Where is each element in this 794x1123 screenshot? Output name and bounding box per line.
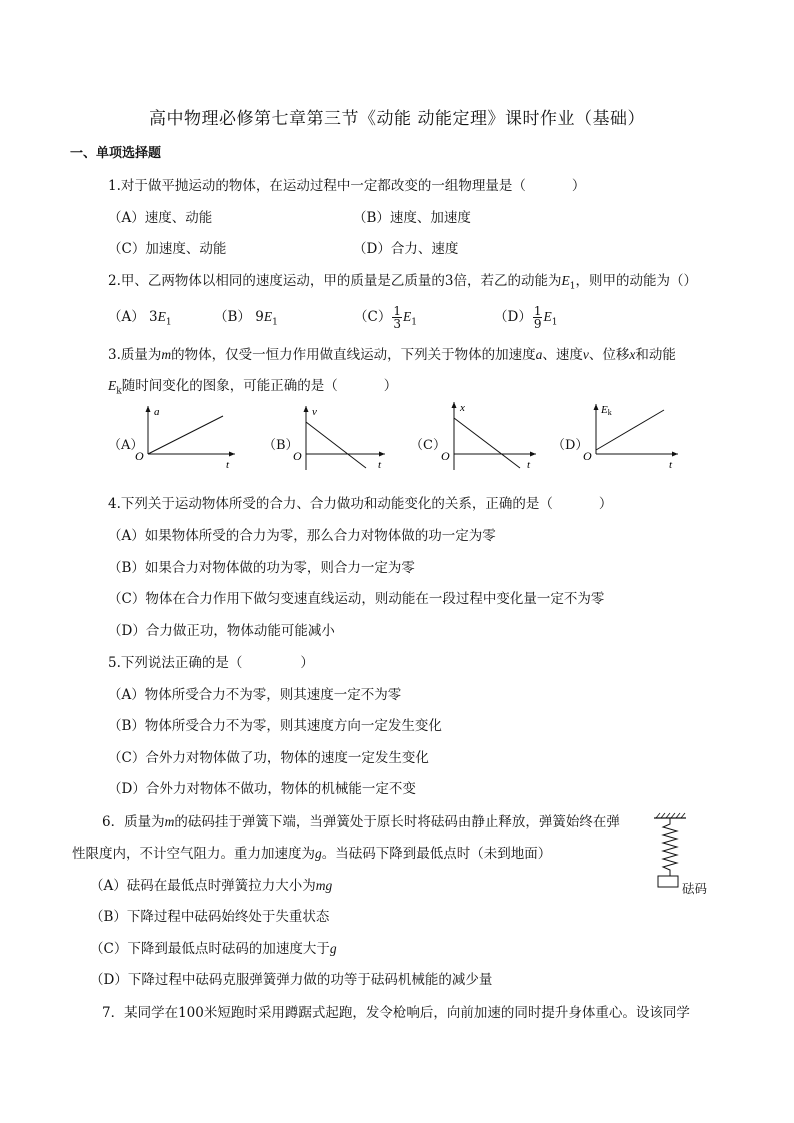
question-4-option-b: （B）如果合力对物体做的功为零，则合力一定为零 <box>108 560 415 576</box>
question-5-option-c: （C）合外力对物体做了功，物体的速度一定发生变化 <box>108 750 429 766</box>
graph-a-label: （A） <box>108 438 144 453</box>
question-4-option-c: （C）物体在合力作用下做匀变速直线运动，则动能在一段过程中变化量一定不为零 <box>108 591 605 607</box>
graph-a-origin: O <box>135 449 144 463</box>
graph-c-line <box>454 418 520 468</box>
graph-a-xaxis-label: t <box>226 459 230 471</box>
graph-d <box>578 400 682 474</box>
graph-c-origin: O <box>441 449 450 463</box>
graph-a-line <box>148 416 223 454</box>
question-2-option-c: （C） $\frac{1}{3}$ $E_1$ <box>354 304 417 331</box>
question-2-option-a: （A） $3E_1$ <box>108 309 172 328</box>
question-1-option-c: （C）加速度、动能 <box>108 241 227 257</box>
question-4-option-d: （D）合力做正功，物体动能可能减小 <box>108 623 335 639</box>
question-2-option-d: （D） $\frac{1}{9}$ $E_1$ <box>494 304 558 331</box>
graph-b-origin: O <box>293 449 302 463</box>
weight-label: 砝码 <box>682 881 708 896</box>
graph-d-yaxis-label: Ek <box>601 404 612 417</box>
question-4-stem: 4.下列关于运动物体所受的合力、合力做功和动能变化的关系，正确的是（ ） <box>108 496 613 512</box>
section-heading: 一、单项选择题 <box>70 146 162 161</box>
question-2-stem: 2.甲、乙两物体以相同的速度运动，甲的质量是乙质量的3倍，若乙的动能为$E_1$，则甲的动能为（） <box>108 273 697 292</box>
question-1-option-a: （A）速度、动能 <box>108 210 213 226</box>
graph-b-yaxis-label: v <box>312 406 317 418</box>
graph-d-line <box>596 410 664 450</box>
graph-c-xaxis-label: t <box>527 459 531 471</box>
question-6-option-d: （D）下降过程中砝码克服弹簧弹力做的功等于砝码机械能的减少量 <box>90 972 493 988</box>
graph-d-origin: O <box>583 449 592 463</box>
question-7-stem: 7．某同学在100米短跑时采用蹲踞式起跑，发令枪响后，向前加速的同时提升身体重心。设该同学 <box>102 1005 690 1021</box>
question-3-stem-line1: 3.质量为m的物体，仅受一恒力作用做直线运动，下列关于物体的加速度a、速度v、位移x和动能 <box>108 347 676 363</box>
question-5-option-a: （A）物体所受合力不为零，则其速度一定不为零 <box>108 687 402 703</box>
page-title: 高中物理必修第七章第三节《动能 动能定理》课时作业（基础） <box>149 109 645 129</box>
graph-c-yaxis-label: x <box>460 402 465 414</box>
question-3-stem-line2: $E_k$随时间变化的图象，可能正确的是（ ） <box>108 378 398 397</box>
question-4-option-a: （A）如果物体所受的合力为零，那么合力对物体做的功一定为零 <box>108 528 496 544</box>
spring-coil <box>663 818 677 876</box>
graph-a <box>130 402 240 474</box>
weight-block <box>658 876 678 887</box>
question-6-stem-line1: 6．质量为m的砝码挂于弹簧下端，当弹簧处于原长时将砝码由静止释放，弹簧始终在弹 <box>102 814 620 830</box>
graph-d-xaxis-label: t <box>669 459 673 471</box>
question-5-option-d: （D）合外力对物体不做功，物体的机械能一定不变 <box>108 781 416 797</box>
graph-d-label: （D） <box>552 438 589 453</box>
graph-b <box>288 402 388 474</box>
graph-b-line <box>306 422 366 468</box>
question-6-option-a: （A）砝码在最低点时弹簧拉力大小为mg <box>90 878 333 894</box>
graph-b-xaxis-label: t <box>378 459 382 471</box>
question-1-option-d: （D）合力、速度 <box>353 241 459 257</box>
question-6-option-b: （B）下降过程中砝码始终处于失重状态 <box>90 909 330 925</box>
question-1-option-b: （B）速度、加速度 <box>353 210 471 226</box>
question-1-stem: 1.对于做平抛运动的物体，在运动过程中一定都改变的一组物理量是（ ） <box>108 178 586 194</box>
graph-b-label: （B） <box>263 438 299 453</box>
question-2-option-b: （B） $9E_1$ <box>214 309 278 328</box>
question-6-stem-line2: 性限度内，不计空气阻力。重力加速度为g。当砝码下降到最低点时（未到地面） <box>72 846 552 862</box>
graph-c <box>436 398 540 474</box>
graph-c-label: （C） <box>410 438 446 453</box>
question-5-option-b: （B）物体所受合力不为零，则其速度方向一定发生变化 <box>108 718 442 734</box>
question-6-option-c: （C）下降到最低点时砝码的加速度大于g <box>90 941 337 957</box>
graph-a-yaxis-label: a <box>154 406 160 418</box>
question-5-stem: 5.下列说法正确的是（ ） <box>108 655 314 671</box>
